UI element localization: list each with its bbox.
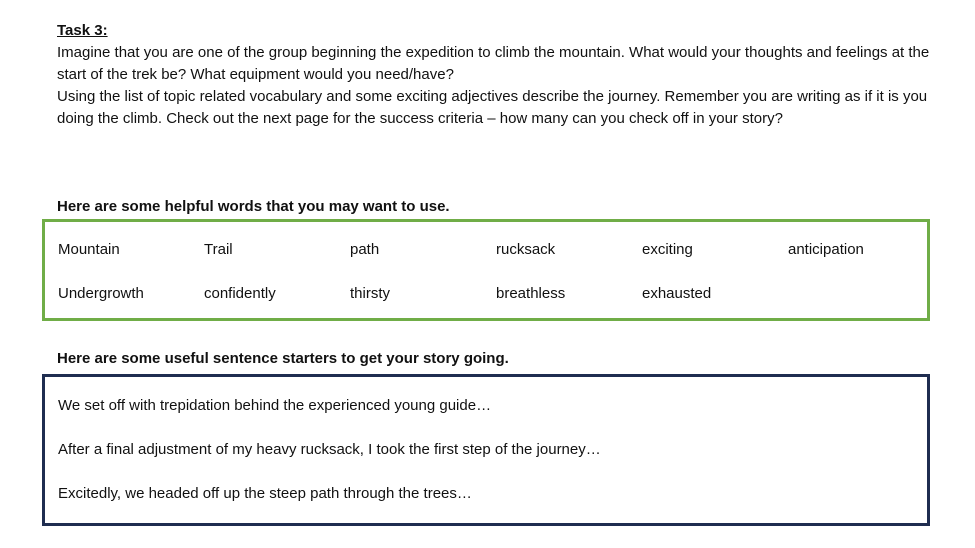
sentence-starter: We set off with trepidation behind the experienced young guide… bbox=[58, 397, 492, 414]
sentence-starters-heading: Here are some useful sentence starters to get your story going. bbox=[57, 350, 509, 367]
vocab-word: breathless bbox=[496, 285, 566, 302]
vocab-word: confidently bbox=[204, 285, 276, 302]
task-title: Task 3: bbox=[57, 22, 108, 39]
helpful-words-box bbox=[42, 219, 930, 321]
vocab-word: anticipation bbox=[788, 241, 864, 258]
instruction-paragraph: Imagine that you are one of the group beginning the expedition to climb the mountain. What would your thoughts and feelings at the start of the trek be? What equipment would you need/have? bbox=[57, 44, 930, 83]
vocab-word: Mountain bbox=[58, 241, 120, 258]
instruction-paragraph: Using the list of topic related vocabulary and some exciting adjectives describe the journey. Remember you are writing as if it is you doing the climb. Check out the next page for the success criteria – how many can you check off in your story? bbox=[57, 88, 928, 127]
sentence-starter: Excitedly, we headed off up the steep path through the trees… bbox=[58, 485, 472, 502]
vocab-word: exciting bbox=[642, 241, 693, 258]
vocab-word: Trail bbox=[204, 241, 233, 258]
task-instructions bbox=[57, 42, 937, 130]
helpful-words-heading: Here are some helpful words that you may want to use. bbox=[57, 198, 450, 215]
vocab-word: thirsty bbox=[350, 285, 391, 302]
vocab-word: exhausted bbox=[642, 285, 712, 302]
sentence-starter: After a final adjustment of my heavy rucksack, I took the first step of the journey… bbox=[58, 441, 601, 458]
sentence-starters-box bbox=[42, 374, 930, 526]
vocab-word: path bbox=[350, 241, 380, 258]
sentence-starters-list bbox=[58, 396, 601, 528]
helpful-words-grid bbox=[58, 240, 934, 328]
vocab-word: rucksack bbox=[496, 241, 556, 258]
vocab-word: Undergrowth bbox=[58, 285, 144, 302]
